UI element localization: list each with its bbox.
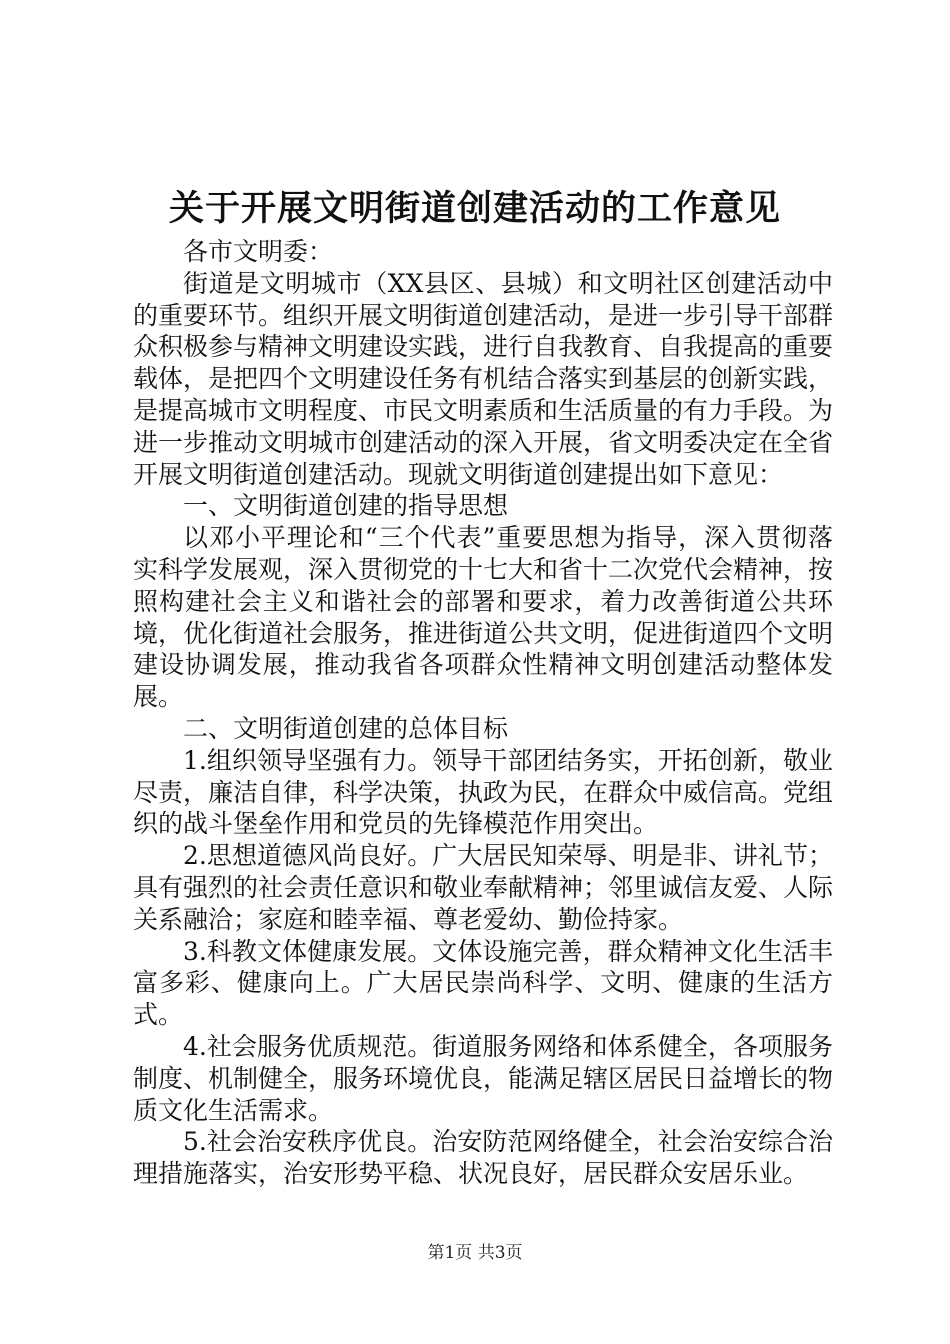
document-title: 关于开展文明街道创建活动的工作意见	[168, 188, 781, 229]
page-footer: 第1页 共3页	[427, 1243, 523, 1263]
section-heading-guiding-ideology: 一、文明街道创建的指导思想	[183, 491, 509, 521]
goal-item-3: 3.科教文体健康发展。文体设施完善，群众精神文化生活丰富多彩、健康向上。广大居民崇尚科学、文明、健康的生活方式。	[133, 936, 833, 1030]
goal-item-5: 5.社会治安秩序优良。治安防范网络健全，社会治安综合治理措施落实，治安形势平稳、状况良好，居民群众安居乐业。	[133, 1127, 833, 1189]
section-heading-overall-goals: 二、文明街道创建的总体目标	[183, 713, 509, 743]
goal-item-2: 2.思想道德风尚良好。广大居民知荣辱、明是非、讲礼节；具有强烈的社会责任意识和敬业奉献精神；邻里诚信友爱、人际关系融洽；家庭和睦幸福、尊老爱幼、勤俭持家。	[133, 841, 834, 934]
intro-paragraph: 街道是文明城市（XX县区、县城）和文明社区创建活动中的重要环节。组织开展文明街道创建活动，是进一步引导干部群众积极参与精神文明建设实践，进行自我教育、自我提高的重要载体，是把四个文明建设任务有机结合落实到基层的创新实践，是提高城市文明程度、市民文明素质和生活质量的有力手段。为进一步推动文明城市创建活动的深入开展，省文明委决定在全省开展文明街道创建活动。现就文明街道创建提出如下意见：	[133, 268, 834, 489]
salutation: 各市文明委：	[183, 237, 334, 266]
goal-item-4: 4.社会服务优质规范。街道服务网络和体系健全，各项服务制度、机制健全，服务环境优良，能满足辖区居民日益增长的物质文化生活需求。	[133, 1031, 834, 1125]
goal-item-1: 1.组织领导坚强有力。领导干部团结务实，开拓创新，敬业尽责，廉洁自律，科学决策，执政为民，在群众中威信高。党组织的战斗堡垒作用和党员的先锋模范作用突出。	[133, 745, 834, 839]
document-body	[133, 236, 833, 1190]
guiding-ideology-paragraph: 以邓小平理论和“三个代表”重要思想为指导，深入贯彻落实科学发展观，深入贯彻党的十七大和省十二次党代会精神，按照构建社会主义和谐社会的部署和要求，着力改善街道公共环境，优化街道社会服务，推进街道公共文明，促进街道四个文明建设协调发展，推动我省各项群众性精神文明创建活动整体发展。	[133, 523, 834, 712]
